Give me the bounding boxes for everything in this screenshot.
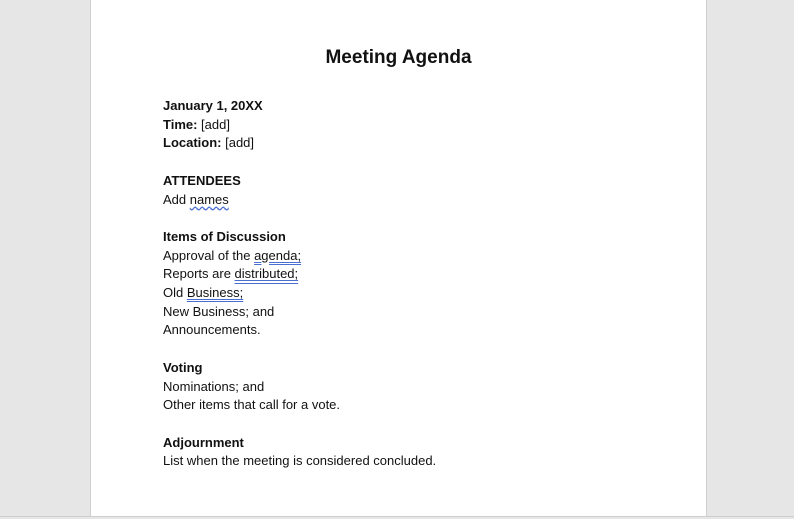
time-value: [add] (197, 116, 230, 132)
document-body (163, 97, 683, 471)
discussion-item (163, 265, 683, 284)
paragraph-gap (163, 153, 683, 172)
discussion-item: New Business; and (163, 303, 275, 319)
discussion-item-text: Approval of the (163, 247, 255, 263)
time-label: Time: (163, 116, 198, 132)
paragraph-gap (163, 340, 683, 359)
discussion-item: Announcements. (163, 322, 261, 338)
grammar-flag[interactable]: agenda; (254, 247, 302, 263)
grammar-flag[interactable]: Business; (186, 285, 244, 300)
attendees-heading: ATTENDEES (163, 172, 241, 188)
document-page[interactable] (90, 0, 707, 516)
meeting-location (163, 134, 683, 153)
discussion-item-text: Old (163, 285, 187, 300)
page-bottom-edge (0, 516, 794, 517)
discussion-item (163, 247, 683, 266)
voting-heading: Voting (163, 359, 203, 375)
voting-item: Other items that call for a vote. (163, 397, 341, 413)
meeting-time (163, 116, 683, 135)
location-label: Location: (163, 135, 222, 151)
discussion-item (163, 284, 683, 303)
meeting-date: January 1, 20XX (163, 98, 263, 113)
spellcheck-word[interactable]: names (189, 191, 229, 207)
adjournment-heading: Adjournment (163, 434, 244, 450)
discussion-item-text: Reports are (163, 266, 235, 282)
location-value: [add] (221, 135, 255, 151)
attendees-text (163, 191, 683, 210)
paragraph-gap (163, 415, 683, 434)
adjournment-text: List when the meeting is considered concluded. (163, 453, 437, 469)
paragraph-gap (163, 209, 683, 228)
attendees-prefix: Add (163, 191, 190, 207)
grammar-flag[interactable]: distributed; (234, 266, 299, 282)
document-title: Meeting Agenda (325, 47, 472, 68)
voting-item: Nominations; and (163, 378, 265, 394)
discussion-heading: Items of Discussion (163, 228, 286, 244)
